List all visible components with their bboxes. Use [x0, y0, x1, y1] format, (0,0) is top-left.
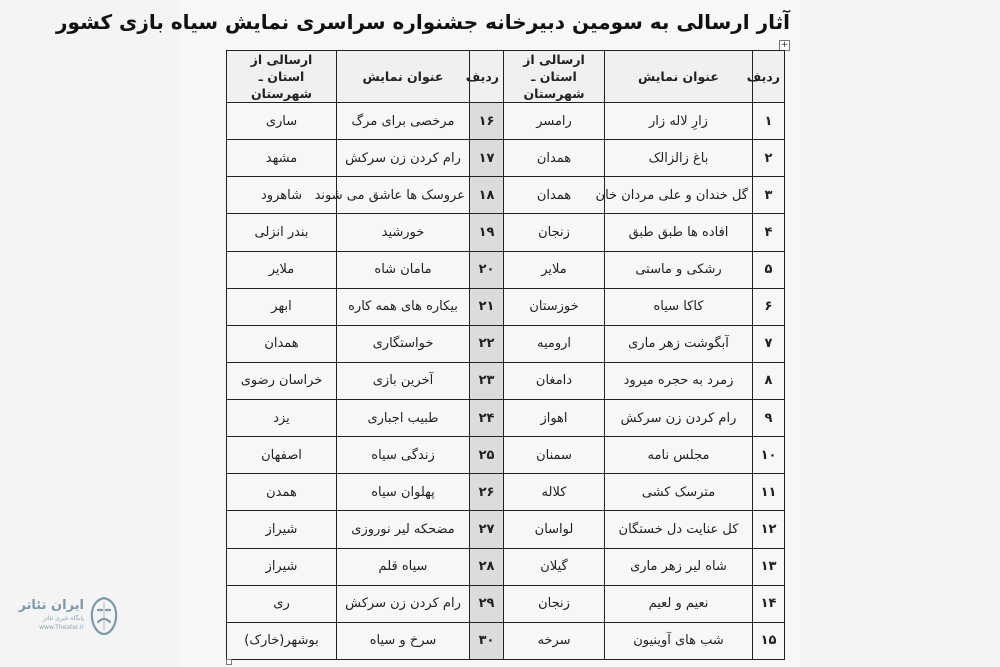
origin-cell: همدن — [227, 474, 337, 511]
num-cell: ۱۲ — [753, 511, 785, 548]
num-cell: ۱۷ — [470, 140, 504, 177]
origin-cell: سمنان — [504, 437, 605, 474]
table-resize-handle[interactable] — [226, 659, 232, 665]
origin-cell: همدان — [504, 177, 605, 214]
origin-cell: بندر انزلی — [227, 214, 337, 251]
table-row — [227, 288, 785, 325]
title-cell: مامان شاه — [337, 251, 470, 288]
origin-cell: ری — [227, 585, 337, 622]
table-row — [227, 325, 785, 362]
title-cell: آخرین بازی — [337, 362, 470, 399]
origin-cell: زنجان — [504, 585, 605, 622]
title-cell: مضحکه لیر نوروزی — [337, 511, 470, 548]
title-cell: شب های آوینیون — [605, 622, 753, 659]
origin-cell: اصفهان — [227, 437, 337, 474]
header-title: عنوان نمایش — [337, 51, 470, 103]
title-cell: زارِ لاله زار — [605, 103, 753, 140]
num-cell: ۵ — [753, 251, 785, 288]
num-cell: ۱۳ — [753, 548, 785, 585]
origin-cell: ملایر — [227, 251, 337, 288]
origin-cell: سرخه — [504, 622, 605, 659]
num-cell: ۲۴ — [470, 400, 504, 437]
header-origin: ارسالی از استان ـ شهرستان — [227, 51, 337, 103]
num-cell: ۱۶ — [470, 103, 504, 140]
watermark-logo — [18, 596, 121, 636]
table-move-handle[interactable]: + — [780, 40, 789, 50]
origin-cell: خوزستان — [504, 288, 605, 325]
works-table — [226, 50, 785, 660]
header-title: عنوان نمایش — [605, 51, 753, 103]
table-row — [227, 140, 785, 177]
table-row — [227, 437, 785, 474]
title-cell: گل خندان و علی مردان خان — [605, 177, 753, 214]
num-cell: ۲۰ — [470, 251, 504, 288]
table-row — [227, 400, 785, 437]
title-cell: طبیب اجباری — [337, 400, 470, 437]
origin-cell: خراسان رضوی — [227, 362, 337, 399]
origin-cell: زنجان — [504, 214, 605, 251]
title-cell: مترسک کشی — [605, 474, 753, 511]
origin-cell: گیلان — [504, 548, 605, 585]
origin-cell: اهواز — [504, 400, 605, 437]
title-cell: کاکا سیاه — [605, 288, 753, 325]
table-row — [227, 548, 785, 585]
watermark-url: www.Theater.ir — [39, 624, 84, 631]
origin-cell: بوشهر(خارک) — [227, 622, 337, 659]
title-cell: رشکی و ماستی — [605, 251, 753, 288]
table-row — [227, 474, 785, 511]
table-row — [227, 214, 785, 251]
title-cell: پهلوان سیاه — [337, 474, 470, 511]
title-cell: سرخ و سیاه — [337, 622, 470, 659]
title-cell: رام کردن زن سرکش — [605, 400, 753, 437]
origin-cell: همدان — [227, 325, 337, 362]
theater-logo-icon — [87, 596, 121, 636]
num-cell: ۲۱ — [470, 288, 504, 325]
title-cell: شاه لیر زهر ماری — [605, 548, 753, 585]
title-cell: افاده ها طبق طبق — [605, 214, 753, 251]
title-cell: خورشید — [337, 214, 470, 251]
num-cell: ۳۰ — [470, 622, 504, 659]
origin-cell: یزد — [227, 400, 337, 437]
table-header-row — [227, 51, 785, 103]
num-cell: ۱۱ — [753, 474, 785, 511]
header-origin: ارسالی از استان ـ شهرستان — [504, 51, 605, 103]
num-cell: ۸ — [753, 362, 785, 399]
table-row — [227, 362, 785, 399]
origin-cell: شاهرود — [227, 177, 337, 214]
title-cell: آبگوشت زهر ماری — [605, 325, 753, 362]
title-cell: رام کردن زن سرکش — [337, 585, 470, 622]
watermark-brand: ایران تئاتر — [18, 598, 84, 613]
table-row — [227, 251, 785, 288]
origin-cell: همدان — [504, 140, 605, 177]
watermark-subtitle: پایگاه خبری تئاتر — [42, 615, 84, 622]
num-cell: ۲۲ — [470, 325, 504, 362]
origin-cell: ابهر — [227, 288, 337, 325]
title-cell: سیاه قلم — [337, 548, 470, 585]
table-row — [227, 622, 785, 659]
table-row — [227, 511, 785, 548]
num-cell: ۲ — [753, 140, 785, 177]
num-cell: ۲۹ — [470, 585, 504, 622]
table-row — [227, 585, 785, 622]
num-cell: ۷ — [753, 325, 785, 362]
title-cell: زمرد به حجره میرود — [605, 362, 753, 399]
num-cell: ۱ — [753, 103, 785, 140]
num-cell: ۱۰ — [753, 437, 785, 474]
num-cell: ۱۵ — [753, 622, 785, 659]
num-cell: ۱۸ — [470, 177, 504, 214]
table-row — [227, 177, 785, 214]
title-cell: مجلس نامه — [605, 437, 753, 474]
origin-cell: لواسان — [504, 511, 605, 548]
document-title: آثار ارسالی به سومین دبیرخانه جشنواره سراسری نمایش سیاه بازی کشور — [56, 10, 790, 34]
num-cell: ۲۵ — [470, 437, 504, 474]
title-cell: نعیم و لعیم — [605, 585, 753, 622]
origin-cell: مشهد — [227, 140, 337, 177]
origin-cell: ارومیه — [504, 325, 605, 362]
num-cell: ۶ — [753, 288, 785, 325]
origin-cell: رامسر — [504, 103, 605, 140]
origin-cell: دامغان — [504, 362, 605, 399]
origin-cell: ساری — [227, 103, 337, 140]
num-cell: ۲۶ — [470, 474, 504, 511]
origin-cell: کلاله — [504, 474, 605, 511]
origin-cell: ملایر — [504, 251, 605, 288]
num-cell: ۱۹ — [470, 214, 504, 251]
num-cell: ۲۳ — [470, 362, 504, 399]
num-cell: ۹ — [753, 400, 785, 437]
header-num: ردیف — [470, 51, 504, 103]
num-cell: ۲۷ — [470, 511, 504, 548]
title-cell: خواستگاری — [337, 325, 470, 362]
title-cell: مرخصی برای مرگ — [337, 103, 470, 140]
num-cell: ۴ — [753, 214, 785, 251]
title-cell: عروسک ها عاشق می شوند — [337, 177, 470, 214]
table-row — [227, 103, 785, 140]
title-cell: زندگی سیاه — [337, 437, 470, 474]
origin-cell: شیراز — [227, 511, 337, 548]
num-cell: ۲۸ — [470, 548, 504, 585]
num-cell: ۱۴ — [753, 585, 785, 622]
table-body — [227, 103, 785, 660]
title-cell: بیکاره های همه کاره — [337, 288, 470, 325]
header-num: ردیف — [753, 51, 785, 103]
origin-cell: شیراز — [227, 548, 337, 585]
num-cell: ۳ — [753, 177, 785, 214]
title-cell: باغ زالزالک — [605, 140, 753, 177]
title-cell: کل عنایت دل خستگان — [605, 511, 753, 548]
title-cell: رام کردن زن سرکش — [337, 140, 470, 177]
